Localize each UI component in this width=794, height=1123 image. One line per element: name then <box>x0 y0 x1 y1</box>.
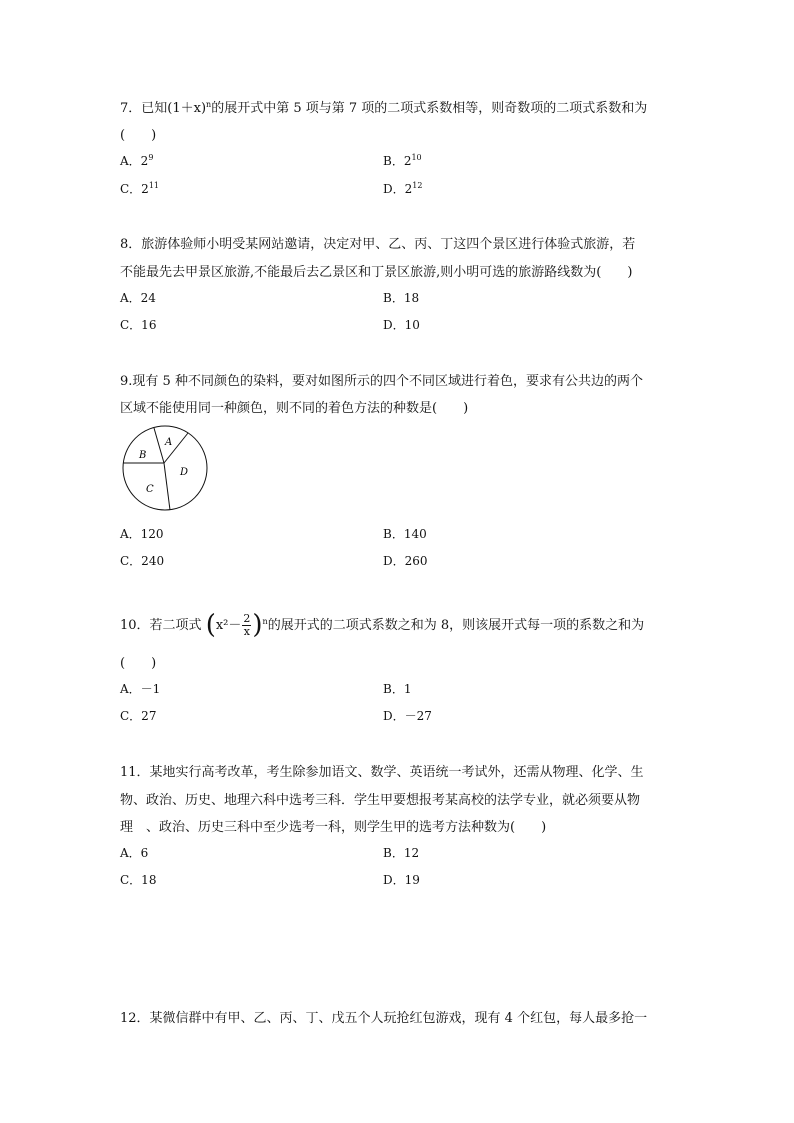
q10-frac-denominator: x <box>243 625 250 638</box>
q8-stem-line1: 8．旅游体验师小明受某网站邀请，决定对甲、乙、丙、丁这四个景区进行体验式旅游，若 <box>120 237 636 252</box>
q9-stem-line1: 9.现有 5 种不同颜色的染料，要对如图所示的四个不同区域进行着色，要求有公共边的两个 <box>120 374 643 389</box>
q11-stem-line3: 理 、政治、历史三科中至少选考一科，则学生甲的选考方法种数为( ) <box>120 820 547 835</box>
q7-option-d: D．$2^{12}$ <box>383 181 423 196</box>
q11-option-b: B．12 <box>383 846 420 860</box>
q7-exponent: n <box>206 100 212 109</box>
q12-stem-line1: 12．某微信群中有甲、乙、丙、丁、戊五个人玩抢红包游戏，现有 4 个红包，每人最多抢一 <box>120 1011 648 1026</box>
q7-stem <box>120 97 647 116</box>
q10-close-paren: ) <box>252 610 263 640</box>
q7-option-c: C．$2^{11}$ <box>120 181 160 196</box>
q11-option-a: A．6 <box>120 846 149 860</box>
q8-option-a: A．24 <box>120 291 156 305</box>
q11-stem-line1: 11．某地实行高考改革，考生除参加语文、数学、英语统一考试外，还需从物理、化学、生 <box>120 765 644 780</box>
q9-option-d: D．260 <box>383 554 428 568</box>
q10-x-squared: x²－ <box>215 618 242 633</box>
q11-option-d: D．19 <box>383 873 420 887</box>
q10-fraction <box>242 613 251 638</box>
q10-option-c: C．27 <box>120 709 157 723</box>
q10-frac-numerator: 2 <box>243 612 251 625</box>
q8-option-d: D．10 <box>383 318 420 332</box>
figure-label-b: B <box>139 450 147 461</box>
q9-option-c: C．240 <box>120 554 165 568</box>
q7-option-a: A．$2^9$ <box>120 153 154 168</box>
q10-option-b: B．1 <box>383 682 412 696</box>
q8-option-b: B．18 <box>383 291 420 305</box>
q9-option-b: B．140 <box>383 527 427 541</box>
q10-suffix: 的展开式的二项式系数之和为 8，则该展开式每一项的系数之和为 <box>267 618 645 633</box>
q10-option-d: D．－27 <box>383 709 432 723</box>
q7-suffix: 的展开式中第 5 项与第 7 项的二项式系数相等，则奇数项的二项式系数和为 <box>211 101 648 116</box>
figure-divider-cd <box>164 463 170 510</box>
figure-divider-ab <box>154 428 164 463</box>
figure-label-a: A <box>165 437 173 448</box>
q8-option-c: C．16 <box>120 318 157 332</box>
q7-prefix: 7．已知(1＋x) <box>120 101 207 116</box>
q7-option-b: B．$2^{10}$ <box>383 153 422 168</box>
q11-option-c: C．18 <box>120 873 157 887</box>
q10-stem <box>120 610 644 640</box>
figure-label-d: D <box>180 467 189 478</box>
q11-stem-line2: 物、政治、历史、地理六科中选考三科．学生甲要想报考某高校的法学专业，就必须要从物 <box>120 793 641 808</box>
q9-stem-line2: 区域不能使用同一种颜色，则不同的着色方法的种数是( ) <box>120 401 469 416</box>
q10-open-paren: ( <box>205 610 216 640</box>
q7-answer-paren: ( ) <box>120 128 157 143</box>
q10-answer-paren: ( ) <box>120 656 157 671</box>
q9-option-a: A．120 <box>120 527 164 541</box>
q10-prefix: 10．若二项式 <box>120 618 202 633</box>
figure-label-c: C <box>146 484 154 495</box>
q10-option-a: A．－1 <box>120 682 161 696</box>
q8-stem-line2: 不能最先去甲景区旅游,不能最后去乙景区和丁景区旅游,则小明可选的旅游路线数为( ) <box>120 265 633 280</box>
q10-exponent: n <box>262 617 268 626</box>
four-region-circle-figure <box>121 424 211 514</box>
